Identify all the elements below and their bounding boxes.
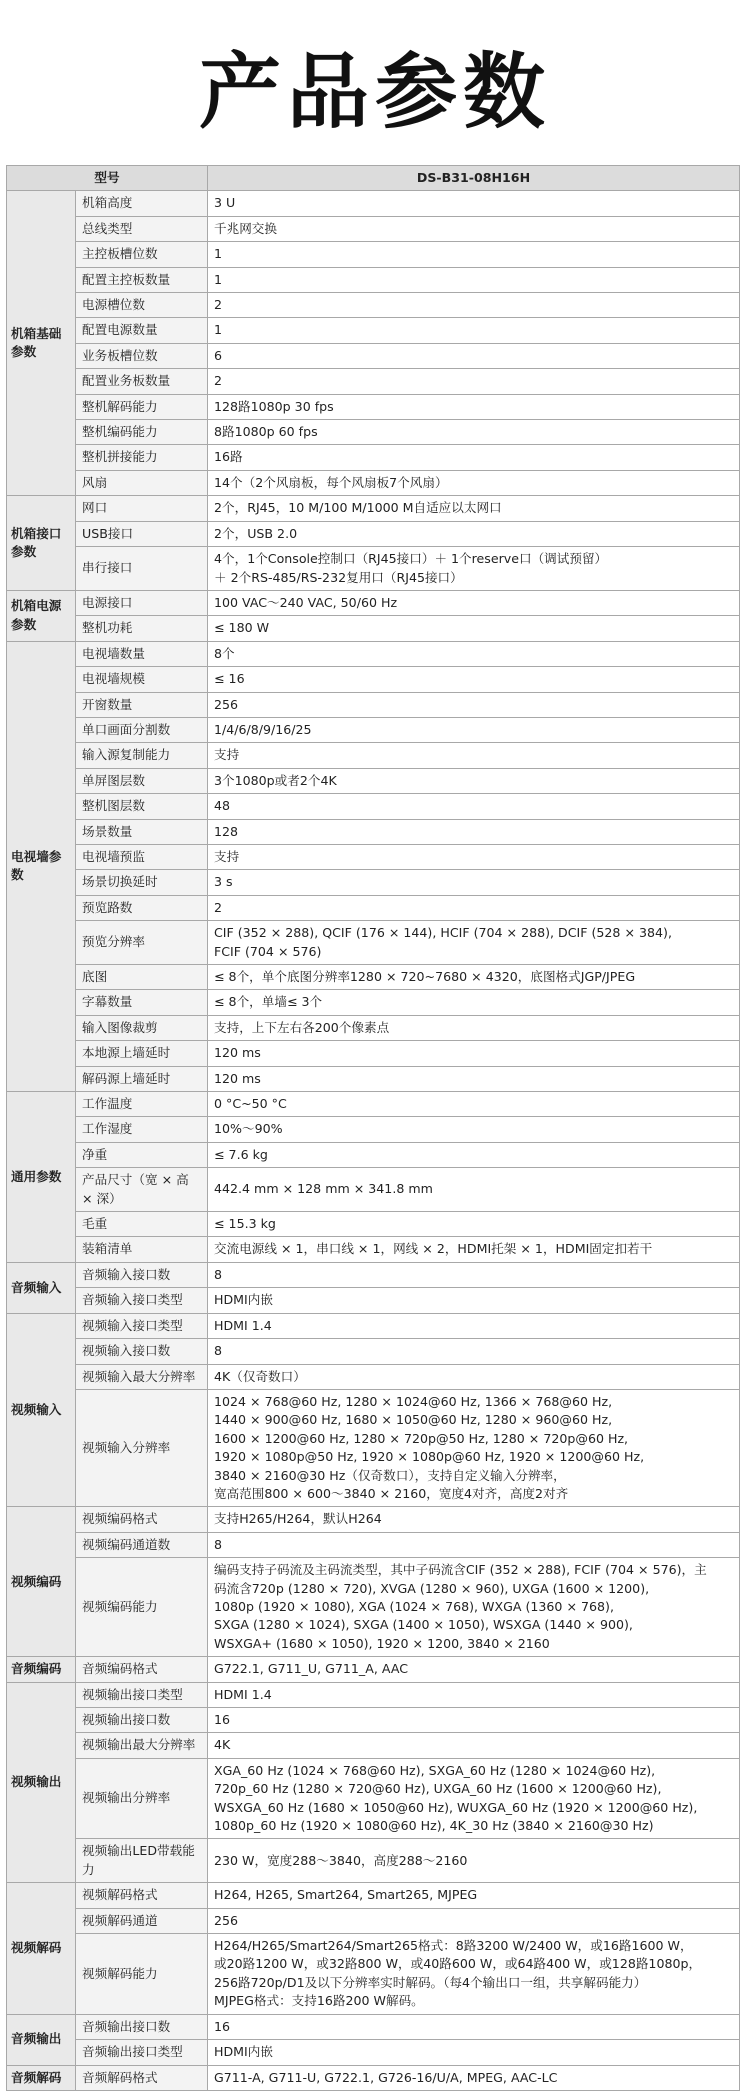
spec-value: 442.4 mm × 128 mm × 341.8 mm xyxy=(208,1168,740,1212)
spec-row xyxy=(7,1389,740,1506)
spec-row xyxy=(7,267,740,292)
spec-row xyxy=(7,1883,740,1908)
spec-value: ≤ 8个，单个底图分辨率1280 × 720~7680 × 4320，底图格式JGP/JPEG xyxy=(208,965,740,990)
spec-key: 主控板槽位数 xyxy=(76,242,208,267)
spec-value: 8个 xyxy=(208,641,740,666)
spec-key: 解码源上墙延时 xyxy=(76,1066,208,1091)
spec-value: H264/H265/Smart264/Smart265格式：8路3200 W/2400 W，或16路1600 W， 或20路1200 W，或32路800 W，或40路600 W，或64路400 W，或128路1080p， 256路720p/D1及以下分辨率实时解码。（每4个输出口一组，共享解码能力） MJPEG格式：支持16路200 W解码。 xyxy=(208,1934,740,2015)
spec-key: 视频输入接口类型 xyxy=(76,1313,208,1338)
spec-value: 14个（2个风扇板，每个风扇板7个风扇） xyxy=(208,470,740,495)
spec-value: 48 xyxy=(208,794,740,819)
spec-row xyxy=(7,1117,740,1142)
spec-key: 装箱清单 xyxy=(76,1237,208,1262)
spec-row xyxy=(7,1339,740,1364)
spec-value: 1024 × 768@60 Hz, 1280 × 1024@60 Hz, 1366 × 768@60 Hz, 1440 × 900@60 Hz, 1680 × 1050@60 Hz, 1280 × 960@60 Hz, 1600 × 1200@60 Hz, 1280 × 720p@50 Hz, 1280 × 720p@60 Hz, 1920 × 1080p@50 Hz, 1920 × 1080p@60 Hz, 1920 × 1200@60 Hz, 3840 × 2160@30 Hz（仅奇数口），支持自定义输入分辨率， 宽高范围800 × 600～3840 × 2160，宽度4对齐，高度2对齐 xyxy=(208,1389,740,1506)
spec-row xyxy=(7,1558,740,1657)
spec-row xyxy=(7,2040,740,2065)
spec-key: 电视墙规模 xyxy=(76,667,208,692)
spec-row xyxy=(7,1758,740,1839)
spec-key: 电源接口 xyxy=(76,590,208,615)
spec-row xyxy=(7,1657,740,1682)
spec-row xyxy=(7,1237,740,1262)
spec-key: 电视墙数量 xyxy=(76,641,208,666)
header-model: DS-B31-08H16H xyxy=(208,166,740,191)
spec-row xyxy=(7,191,740,216)
spec-value: 支持H265/H264，默认H264 xyxy=(208,1507,740,1532)
spec-key: 产品尺寸（宽 × 高 × 深） xyxy=(76,1168,208,1212)
spec-value: 16路 xyxy=(208,445,740,470)
spec-row xyxy=(7,369,740,394)
spec-value: 1 xyxy=(208,267,740,292)
spec-row xyxy=(7,921,740,965)
spec-key: 音频输入接口类型 xyxy=(76,1288,208,1313)
spec-value: 16 xyxy=(208,2014,740,2039)
table-header-row xyxy=(7,166,740,191)
spec-value: 120 ms xyxy=(208,1041,740,1066)
spec-row xyxy=(7,1066,740,1091)
spec-key: 音频输入接口数 xyxy=(76,1262,208,1287)
spec-row xyxy=(7,692,740,717)
spec-row xyxy=(7,318,740,343)
spec-row xyxy=(7,521,740,546)
spec-key: 视频输入分辨率 xyxy=(76,1389,208,1506)
spec-row xyxy=(7,1142,740,1167)
spec-key: 单口画面分割数 xyxy=(76,717,208,742)
spec-key: 视频编码格式 xyxy=(76,1507,208,1532)
spec-row xyxy=(7,547,740,591)
spec-table xyxy=(6,165,740,2091)
spec-row xyxy=(7,445,740,470)
spec-value: 4K xyxy=(208,1733,740,1758)
spec-key: 场景数量 xyxy=(76,819,208,844)
spec-row xyxy=(7,641,740,666)
spec-key: 音频解码格式 xyxy=(76,2065,208,2090)
spec-row xyxy=(7,870,740,895)
spec-row xyxy=(7,717,740,742)
page-title: 产品参数 xyxy=(198,45,551,140)
spec-row xyxy=(7,2065,740,2090)
spec-key: 预览分辨率 xyxy=(76,921,208,965)
spec-row xyxy=(7,1708,740,1733)
spec-row xyxy=(7,1934,740,2015)
spec-row xyxy=(7,1507,740,1532)
spec-value: 100 VAC～240 VAC, 50/60 Hz xyxy=(208,590,740,615)
spec-value: 8 xyxy=(208,1262,740,1287)
spec-row xyxy=(7,496,740,521)
spec-row xyxy=(7,1908,740,1933)
spec-row xyxy=(7,768,740,793)
spec-key: 视频输出LED带载能力 xyxy=(76,1839,208,1883)
spec-key: 单屏图层数 xyxy=(76,768,208,793)
spec-value: 16 xyxy=(208,1708,740,1733)
spec-value: 1/4/6/8/9/16/25 xyxy=(208,717,740,742)
spec-value: 2 xyxy=(208,293,740,318)
spec-value: CIF (352 × 288), QCIF (176 × 144), HCIF (704 × 288), DCIF (528 × 384), FCIF (704 × 576) xyxy=(208,921,740,965)
spec-value: 3 U xyxy=(208,191,740,216)
spec-value: 1 xyxy=(208,242,740,267)
section-label: 机箱接口参数 xyxy=(7,496,76,591)
spec-value: 230 W，宽度288～3840，高度288～2160 xyxy=(208,1839,740,1883)
spec-value: H264, H265, Smart264, Smart265, MJPEG xyxy=(208,1883,740,1908)
spec-key: 视频输出分辨率 xyxy=(76,1758,208,1839)
spec-row xyxy=(7,616,740,641)
spec-key: 工作湿度 xyxy=(76,1117,208,1142)
spec-key: 配置电源数量 xyxy=(76,318,208,343)
spec-value: ≤ 7.6 kg xyxy=(208,1142,740,1167)
spec-value: HDMI 1.4 xyxy=(208,1313,740,1338)
spec-value: HDMI内嵌 xyxy=(208,2040,740,2065)
spec-row xyxy=(7,1168,740,1212)
section-label: 音频编码 xyxy=(7,1657,76,1682)
spec-row xyxy=(7,293,740,318)
spec-key: 业务板槽位数 xyxy=(76,343,208,368)
spec-key: 底图 xyxy=(76,965,208,990)
spec-table-body xyxy=(7,166,740,2091)
spec-value: 2个，RJ45，10 M/100 M/1000 M自适应以太网口 xyxy=(208,496,740,521)
spec-value: 3个1080p或者2个4K xyxy=(208,768,740,793)
spec-key: 输入图像裁剪 xyxy=(76,1015,208,1040)
spec-key: 输入源复制能力 xyxy=(76,743,208,768)
spec-key: 音频编码格式 xyxy=(76,1657,208,1682)
spec-value: 2 xyxy=(208,895,740,920)
spec-value: 8路1080p 60 fps xyxy=(208,420,740,445)
spec-key: 整机功耗 xyxy=(76,616,208,641)
spec-value: ≤ 15.3 kg xyxy=(208,1212,740,1237)
spec-key: 视频编码通道数 xyxy=(76,1532,208,1557)
spec-row xyxy=(7,420,740,445)
spec-value: 千兆网交换 xyxy=(208,216,740,241)
section-label: 机箱基础参数 xyxy=(7,191,76,496)
spec-row xyxy=(7,965,740,990)
spec-value: 6 xyxy=(208,343,740,368)
spec-value: 2个，USB 2.0 xyxy=(208,521,740,546)
spec-key: 电视墙预监 xyxy=(76,844,208,869)
spec-value: 支持 xyxy=(208,743,740,768)
spec-key: 场景切换延时 xyxy=(76,870,208,895)
section-label: 机箱电源参数 xyxy=(7,590,76,641)
spec-value: XGA_60 Hz (1024 × 768@60 Hz), SXGA_60 Hz (1280 × 1024@60 Hz), 720p_60 Hz (1280 × 720@60 Hz), UXGA_60 Hz (1600 × 1200@60 Hz), WSXGA_60 Hz (1680 × 1050@60 Hz), WUXGA_60 Hz (1920 × 1200@60 Hz), 1080p_60 Hz (1920 × 1080@60 Hz), 4K_30 Hz (3840 × 2160@30 Hz) xyxy=(208,1758,740,1839)
spec-value: ≤ 8个，单墙≤ 3个 xyxy=(208,990,740,1015)
spec-value: 4K（仅奇数口） xyxy=(208,1364,740,1389)
spec-row xyxy=(7,1262,740,1287)
spec-value: HDMI内嵌 xyxy=(208,1288,740,1313)
spec-row xyxy=(7,2014,740,2039)
spec-key: 总线类型 xyxy=(76,216,208,241)
spec-row xyxy=(7,667,740,692)
section-label: 视频输入 xyxy=(7,1313,76,1507)
spec-value: 120 ms xyxy=(208,1066,740,1091)
spec-key: 整机图层数 xyxy=(76,794,208,819)
spec-value: 支持 xyxy=(208,844,740,869)
spec-value: ≤ 180 W xyxy=(208,616,740,641)
spec-key: 字幕数量 xyxy=(76,990,208,1015)
spec-value: 256 xyxy=(208,1908,740,1933)
spec-key: 视频解码格式 xyxy=(76,1883,208,1908)
spec-row xyxy=(7,470,740,495)
section-label: 视频编码 xyxy=(7,1507,76,1657)
spec-value: 10%～90% xyxy=(208,1117,740,1142)
section-label: 电视墙参数 xyxy=(7,641,76,1091)
spec-row xyxy=(7,1532,740,1557)
spec-row xyxy=(7,242,740,267)
section-label: 音频输出 xyxy=(7,2014,76,2065)
spec-row xyxy=(7,990,740,1015)
spec-row xyxy=(7,1839,740,1883)
spec-key: 工作温度 xyxy=(76,1092,208,1117)
spec-key: 电源槽位数 xyxy=(76,293,208,318)
spec-row xyxy=(7,844,740,869)
spec-key: 整机解码能力 xyxy=(76,394,208,419)
spec-key: 毛重 xyxy=(76,1212,208,1237)
spec-value: ≤ 16 xyxy=(208,667,740,692)
spec-key: 视频编码能力 xyxy=(76,1558,208,1657)
spec-value: 128 xyxy=(208,819,740,844)
spec-value: 编码支持子码流及主码流类型，其中子码流含CIF (352 × 288), FCIF (704 × 576)，主 码流含720p (1280 × 720), XVGA (1280 × 960), UXGA (1600 × 1200), 1080p (1920 × 1080), XGA (1024 × 768), WXGA (1360 × 768), SXGA (1280 × 1024), SXGA (1400 × 1050), WSXGA (1440 × 900), WSXGA+ (1680 × 1050), 1920 × 1200, 3840 × 2160 xyxy=(208,1558,740,1657)
section-label: 通用参数 xyxy=(7,1092,76,1263)
section-label: 音频输入 xyxy=(7,1262,76,1313)
spec-row xyxy=(7,1212,740,1237)
spec-key: 本地源上墙延时 xyxy=(76,1041,208,1066)
spec-key: 整机编码能力 xyxy=(76,420,208,445)
section-label: 音频解码 xyxy=(7,2065,76,2090)
spec-value: 3 s xyxy=(208,870,740,895)
spec-key: 网口 xyxy=(76,496,208,521)
spec-row xyxy=(7,394,740,419)
spec-key: 音频输出接口数 xyxy=(76,2014,208,2039)
spec-key: 预览路数 xyxy=(76,895,208,920)
spec-key: 风扇 xyxy=(76,470,208,495)
spec-row xyxy=(7,1015,740,1040)
spec-row xyxy=(7,216,740,241)
spec-row xyxy=(7,590,740,615)
spec-row xyxy=(7,1364,740,1389)
spec-key: 视频输出最大分辨率 xyxy=(76,1733,208,1758)
spec-key: 音频输出接口类型 xyxy=(76,2040,208,2065)
spec-value: 256 xyxy=(208,692,740,717)
spec-key: 视频输出接口数 xyxy=(76,1708,208,1733)
spec-value: 交流电源线 × 1，串口线 × 1，网线 × 2，HDMI托架 × 1，HDMI固定扣若干 xyxy=(208,1237,740,1262)
spec-row xyxy=(7,1288,740,1313)
spec-value: G722.1, G711_U, G711_A, AAC xyxy=(208,1657,740,1682)
spec-value: 4个，1个Console控制口（RJ45接口）＋ 1个reserve口（调试预留） ＋ 2个RS-485/RS-232复用口（RJ45接口） xyxy=(208,547,740,591)
spec-key: 视频输入最大分辨率 xyxy=(76,1364,208,1389)
spec-row xyxy=(7,343,740,368)
spec-row xyxy=(7,1092,740,1117)
spec-key: USB接口 xyxy=(76,521,208,546)
spec-value: 128路1080p 30 fps xyxy=(208,394,740,419)
spec-value: G711-A, G711-U, G722.1, G726-16/U/A, MPEG, AAC-LC xyxy=(208,2065,740,2090)
spec-row xyxy=(7,1733,740,1758)
spec-key: 配置业务板数量 xyxy=(76,369,208,394)
spec-value: 8 xyxy=(208,1339,740,1364)
spec-key: 整机拼接能力 xyxy=(76,445,208,470)
spec-value: 0 °C~50 °C xyxy=(208,1092,740,1117)
spec-key: 净重 xyxy=(76,1142,208,1167)
spec-key: 视频输出接口类型 xyxy=(76,1682,208,1707)
spec-row xyxy=(7,895,740,920)
section-label: 视频输出 xyxy=(7,1682,76,1883)
spec-key: 视频解码通道 xyxy=(76,1908,208,1933)
spec-row xyxy=(7,1682,740,1707)
spec-key: 开窗数量 xyxy=(76,692,208,717)
spec-row xyxy=(7,1313,740,1338)
spec-row xyxy=(7,1041,740,1066)
spec-row xyxy=(7,794,740,819)
spec-value: HDMI 1.4 xyxy=(208,1682,740,1707)
spec-key: 视频输入接口数 xyxy=(76,1339,208,1364)
spec-row xyxy=(7,819,740,844)
spec-key: 配置主控板数量 xyxy=(76,267,208,292)
spec-value: 1 xyxy=(208,318,740,343)
spec-key: 串行接口 xyxy=(76,547,208,591)
section-label: 视频解码 xyxy=(7,1883,76,2014)
spec-value: 8 xyxy=(208,1532,740,1557)
spec-value: 2 xyxy=(208,369,740,394)
spec-key: 视频解码能力 xyxy=(76,1934,208,2015)
spec-value: 支持，上下左右各200个像素点 xyxy=(208,1015,740,1040)
spec-key: 机箱高度 xyxy=(76,191,208,216)
spec-row xyxy=(7,743,740,768)
header-label: 型号 xyxy=(7,166,208,191)
